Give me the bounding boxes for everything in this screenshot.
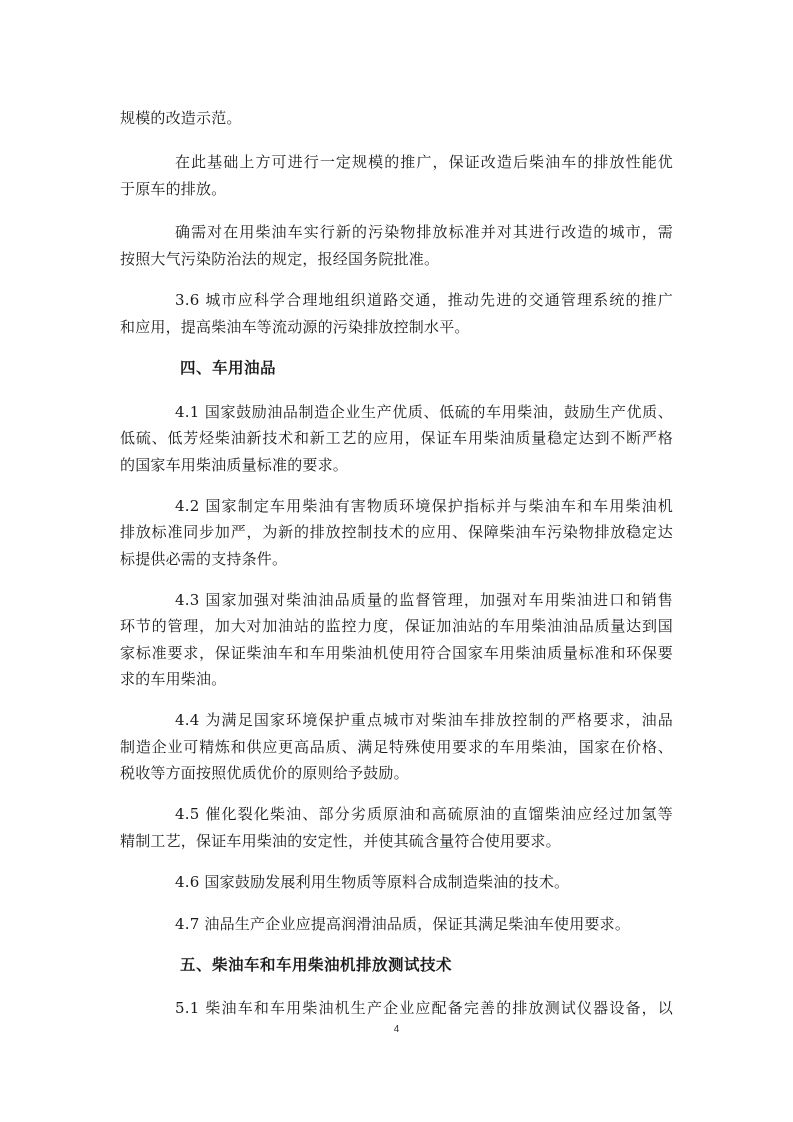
paragraph-line: 环节的管理，加大对加油站的监控力度，保证加油站的车用柴油油品质量达到国: [120, 617, 673, 635]
paragraph-line: 5.1 柴油车和车用柴油机生产企业应配备完善的排放测试仪器设备，以: [175, 999, 673, 1017]
paragraph-line: 4.5 催化裂化柴油、部分劣质原油和高硫原油的直馏柴油应经过加氢等: [175, 805, 673, 823]
paragraph-line: 规模的改造示范。: [120, 109, 242, 127]
paragraph-line: 排放标准同步加严，为新的排放控制技术的应用、保障柴油车污染物排放稳定达: [120, 523, 673, 541]
paragraph-line: 求的车用柴油。: [120, 670, 227, 688]
section-heading: 四、车用油品: [180, 359, 277, 377]
paragraph-line: 税收等方面按照优质优价的原则给予鼓励。: [120, 764, 409, 782]
paragraph-line: 和应用，提高柴油车等流动源的污染排放控制水平。: [120, 318, 470, 336]
paragraph-line: 4.6 国家鼓励发展利用生物质等原料合成制造柴油的技术。: [175, 873, 570, 891]
paragraph-line: 低硫、低芳烃柴油新技术和新工艺的应用，保证车用柴油质量稳定达到不断严格: [120, 429, 673, 447]
paragraph-line: 家标准要求，保证柴油车和车用柴油机使用符合国家车用柴油质量标准和环保要: [120, 644, 673, 662]
paragraph-line: 于原车的排放。: [120, 180, 227, 198]
paragraph-line: 按照大气污染防治法的规定，报经国务院批准。: [120, 250, 440, 268]
paragraph-line: 4.2 国家制定车用柴油有害物质环境保护指标并与柴油车和车用柴油机: [175, 497, 673, 515]
section-heading: 五、柴油车和车用柴油机排放测试技术: [180, 956, 453, 974]
page-number: 4: [393, 1024, 400, 1035]
paragraph-line: 精制工艺，保证车用柴油的安定性，并使其硫含量符合使用要求。: [120, 832, 561, 850]
paragraph-line: 4.4 为满足国家环境保护重点城市对柴油车排放控制的严格要求，油品: [175, 711, 673, 729]
paragraph-line: 确需对在用柴油车实行新的污染物排放标准并对其进行改造的城市，需: [175, 223, 673, 241]
paragraph-line: 4.7 油品生产企业应提高润滑油品质，保证其满足柴油车使用要求。: [175, 915, 631, 933]
paragraph-line: 标提供必需的支持条件。: [120, 550, 288, 568]
paragraph-line: 在此基础上方可进行一定规模的推广，保证改造后柴油车的排放性能优: [175, 153, 673, 171]
paragraph-line: 3.6 城市应科学合理地组织道路交通，推动先进的交通管理系统的推广: [175, 291, 673, 309]
paragraph-line: 4.3 国家加强对柴油油品质量的监督管理，加强对车用柴油进口和销售: [175, 591, 673, 609]
paragraph-line: 的国家车用柴油质量标准的要求。: [120, 456, 349, 474]
paragraph-line: 制造企业可精炼和供应更高品质、满足特殊使用要求的车用柴油，国家在价格、: [120, 738, 673, 756]
paragraph-line: 4.1 国家鼓励油品制造企业生产优质、低硫的车用柴油，鼓励生产优质、: [175, 403, 673, 421]
